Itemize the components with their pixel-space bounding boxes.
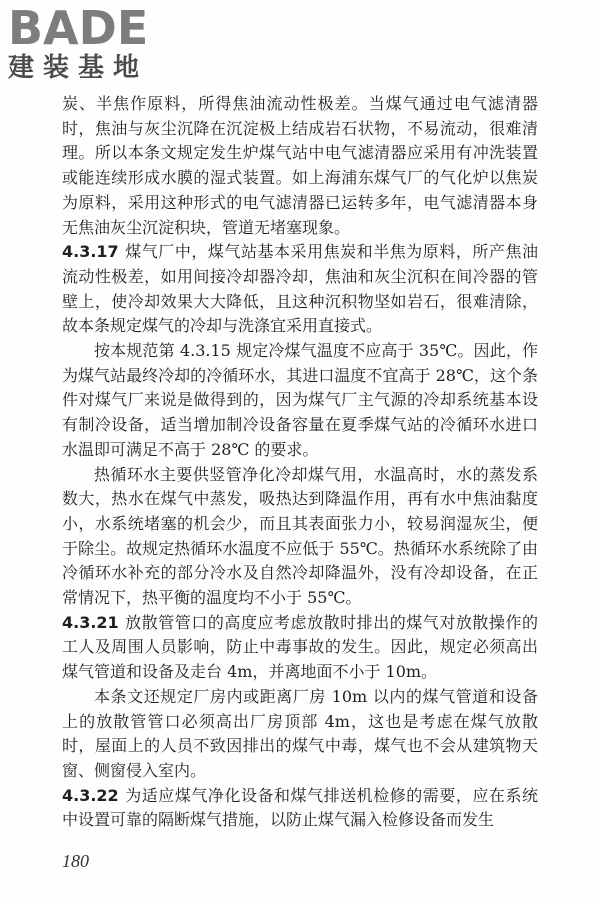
paragraph	[62, 611, 538, 685]
paragraph-text: 放散管管口的高度应考虑放散时排出的煤气对放散操作的工人及周围人员影响，防止中毒事故的发生。因此，规定必须高出煤气管道和设备及走台 4m，并离地面不小于 10m。	[62, 612, 538, 682]
page-number: 180	[62, 851, 89, 871]
paragraph	[62, 685, 538, 784]
paragraph-text: 为适应煤气净化设备和煤气排送机检修的需要，应在系统中设置可靠的隔断煤气措施，以防止煤气漏入检修设备而发生	[62, 785, 538, 830]
paragraph	[62, 92, 538, 240]
logo	[8, 1, 178, 83]
clause-number: 4.3.17	[62, 242, 119, 262]
document-body	[62, 92, 538, 833]
paragraph	[62, 240, 538, 339]
clause-number: 4.3.22	[62, 785, 119, 805]
paragraph-text: 炭、半焦作原料，所得焦油流动性极差。当煤气通过电气滤清器时，焦油与灰尘沉降在沉淀极上结成岩石状物，不易流动，很难清理。所以本条文规定发生炉煤气站中电气滤清器应采用有冲洗装置或能连续形成水膜的湿式装置。如上海浦东煤气厂的气化炉以焦炭为原料，采用这种形式的电气滤清器已运转多年，电气滤清器本身无焦油灰尘沉淀积块，管道无堵塞现象。	[62, 94, 538, 237]
logo-subtitle: 建装基地	[8, 53, 149, 83]
paragraph-text: 煤气厂中，煤气站基本采用焦炭和半焦为原料，所产焦油流动性极差，如用间接冷却器冷却，焦油和灰尘沉积在间冷器的管壁上，使冷却效果大大降低，且这种沉积物坚如岩石，很难清除，故本条规定煤气的冷却与洗涤宜采用直接式。	[62, 242, 538, 336]
clause-number: 4.3.21	[62, 612, 119, 632]
paragraph	[62, 339, 538, 463]
paragraph-text: 按本规范第 4.3.15 规定冷煤气温度不应高于 35℃。因此，作为煤气站最终冷却的冷循环水，其进口温度不宜高于 28℃，这个条件对煤气厂来说是做得到的，因为煤气厂主气源的冷却系统基本设有制冷设备，适当增加制冷设备容量在夏季煤气站的冷循环水进口水温即可满足不高于 28℃ 的要求。	[62, 341, 538, 459]
paragraph-text: 本条文还规定厂房内或距离厂房 10m 以内的煤气管道和设备上的放散管管口必须高出厂房顶部 4m，这也是考虑在煤气放散时，屋面上的人员不致因排出的煤气中毒，煤气也不会从建筑物天窗、侧窗侵入室内。	[62, 686, 538, 780]
paragraph	[62, 784, 538, 833]
paragraph	[62, 463, 538, 611]
paragraph-text: 热循环水主要供竖管净化冷却煤气用，水温高时，水的蒸发系数大，热水在煤气中蒸发，吸热达到降温作用，再有水中焦油黏度小，水系统堵塞的机会少，而且其表面张力小，较易润湿灰尘，便于除尘。故规定热循环水温度不应低于 55℃。热循环水系统除了由冷循环水补充的部分冷水及自然冷却降温外，没有冷却设备，在正常情况下，热平衡的温度均不小于 55℃。	[62, 464, 538, 608]
logo-wordmark: BADE	[8, 1, 149, 55]
